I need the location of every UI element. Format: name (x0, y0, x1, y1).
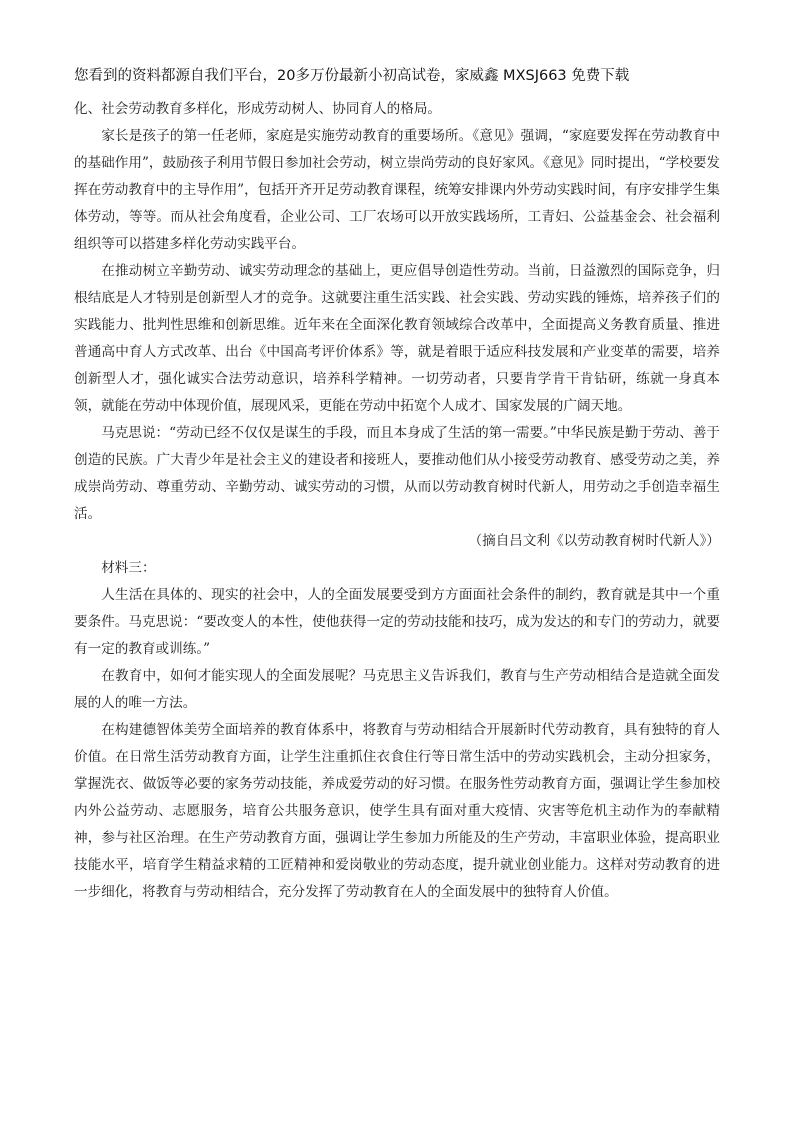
paragraph-continuation: 化、社会劳动教育多样化，形成劳动树人、协同育人的格局。 (74, 101, 442, 117)
promo-banner: 您看到的资料都源自我们平台，20多万份最新小初高试卷，家威鑫 MXSJ663 免费下载 (74, 68, 630, 84)
paragraph-education-system: 在构建德智体美劳全面培养的教育体系中，将教育与劳动相结合开展新时代劳动教育，具有独特的育人价值。在日常生活劳动教育方面，让学生注重抓住衣食住行等日常生活中的劳动实践机会，主动分担家务，掌握洗衣、做饭等必要的家务劳动技能，养成爱劳动的好习惯。在服务性劳动教育方面，强调让学生参加校内外公益劳动、志愿服务，培育公共服务意识，使学生具有面对重大疫情、灾害等危机主动作为的奉献精神，参与社区治理。在生产劳动教育方面，强调让学生参加力所能及的生产劳动，丰富职业体验，提高职业技能水平，培育学生精益求精的工匠精神和爱岗敬业的劳动态度，提升就业创业能力。这样对劳动教育的进一步细化，将教育与劳动相结合，充分发挥了劳动教育在人的全面发展中的独特育人价值。 (74, 722, 720, 900)
paragraph-education-method: 在教育中，如何才能实现人的全面发展呢？马克思主义告诉我们，教育与生产劳动相结合是造就全面发展的人的唯一方法。 (74, 668, 720, 711)
paragraph-family-school: 家长是孩子的第一任老师，家庭是实施劳动教育的重要场所。《意见》强调，“家庭要发挥在劳动教育中的基础作用”，鼓励孩子利用节假日参加社会劳动，树立崇尚劳动的良好家风。《意见》同时提出，“学校要发挥在劳动教育中的主导作用”，包括开齐开足劳动教育课程，统筹安排课内外劳动实践时间，有序安排学生集体劳动，等等。而从社会角度看，企业公司、工厂农场可以开放实践场所，工青妇、公益基金会、社会福利组织等可以搭建多样化劳动实践平台。 (74, 128, 721, 252)
article-body (74, 96, 720, 906)
paragraph-creative-labor: 在推动树立辛勤劳动、诚实劳动理念的基础上，更应倡导创造性劳动。当前，日益激烈的国际竞争，归根结底是人才特别是创新型人才的竞争。这就要注重生活实践、社会实践、劳动实践的锤炼，培养孩子们的实践能力、批判性思维和创新思维。近年来在全面深化教育领域综合改革中，全面提高义务教育质量、推进普通高中育人方式改革、出台《中国高考评价体系》等，就是着眼于适应科技发展和产业变革的需要，培养创新型人才，强化诚实合法劳动意识，培养科学精神。一切劳动者，只要肯学肯干肯钻研，练就一身真本领，就能在劳动中体现价值，展现风采，更能在劳动中拓宽个人成才、国家发展的广阔天地。 (74, 263, 720, 414)
paragraph-social-conditions: 人生活在具体的、现实的社会中，人的全面发展要受到方方面面社会条件的制约，教育就是其中一个重要条件。马克思说：“要改变人的本性，使他获得一定的劳动技能和技巧，成为发达的和专门的劳动力，就要有一定的教育或训练。” (74, 587, 720, 657)
material-label: 材料三： (101, 560, 156, 576)
citation: （摘自吕文利《以劳动教育树时代新人》） (468, 533, 720, 549)
paragraph-marx-quote: 马克思说：“劳动已经不仅仅是谋生的手段，而且本身成了生活的第一需要。”中华民族是勤于劳动、善于创造的民族。广大青少年是社会主义的建设者和接班人，要推动他们从小接受劳动教育、感受劳动之美，养成崇尚劳动、尊重劳动、辛勤劳动、诚实劳动的习惯，从而以劳动教育树时代新人，用劳动之手创造幸福生活。 (74, 425, 721, 522)
